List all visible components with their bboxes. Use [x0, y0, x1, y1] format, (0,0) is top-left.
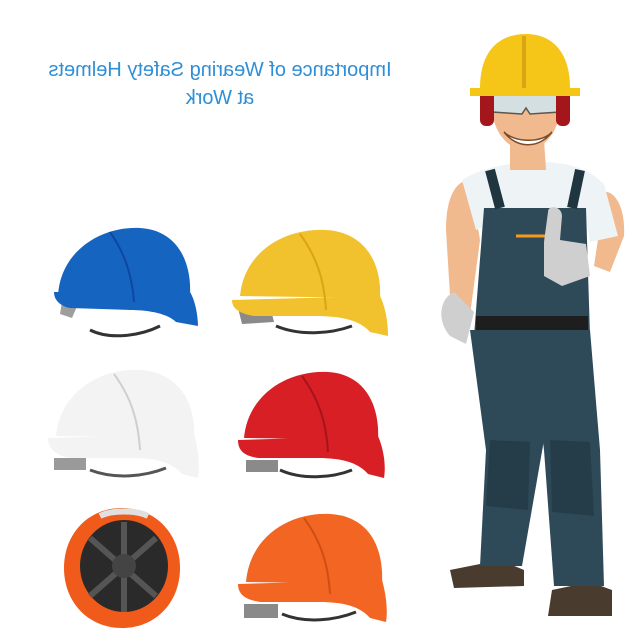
orange-helmet [236, 508, 390, 632]
orange-helmet-inside [60, 504, 184, 632]
blue-helmet [50, 222, 200, 350]
page-title [20, 56, 420, 112]
red-helmet [236, 368, 386, 492]
construction-worker-illustration [440, 30, 640, 630]
title-line-1: Importance of Wearing Safety Helmets [48, 59, 392, 81]
yellow-helmet [230, 226, 390, 350]
title-line-2: at Work [185, 87, 255, 109]
white-helmet [46, 366, 200, 494]
